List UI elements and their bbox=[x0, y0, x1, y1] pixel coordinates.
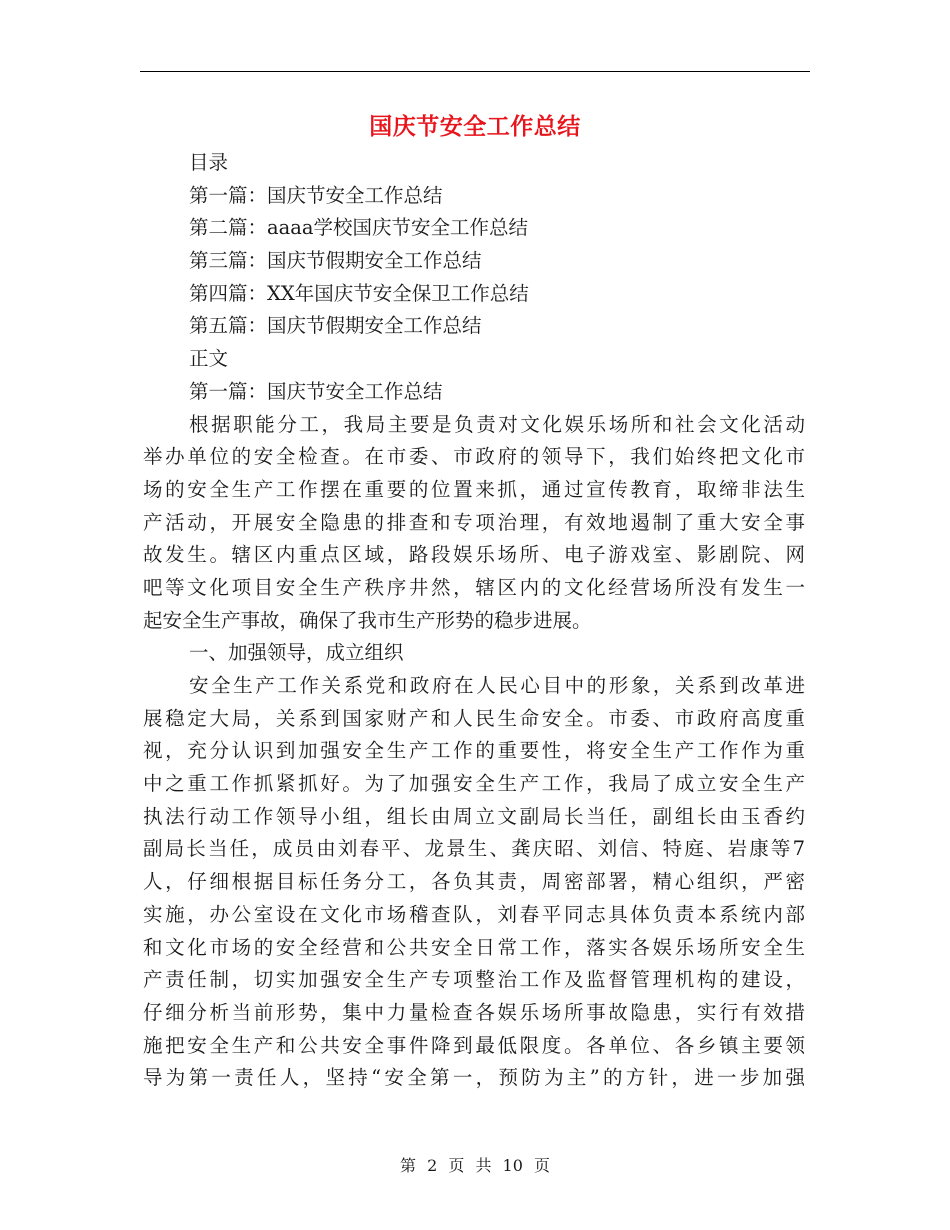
paragraph-line: 产责任制，切实加强安全生产专项整治工作及监督管理机构的建设， bbox=[143, 968, 805, 992]
paragraph-line: 视，充分认识到加强安全生产工作的重要性，将安全生产工作作为重 bbox=[143, 739, 805, 763]
paragraph-line: 吧等文化项目安全生产秩序井然，辖区内的文化经营场所没有发生一 bbox=[143, 575, 805, 599]
paragraph-line: 故发生。辖区内重点区域，路段娱乐场所、电子游戏室、影剧院、网 bbox=[143, 543, 805, 567]
paragraph-line: 和文化市场的安全经营和公共安全日常工作，落实各娱乐场所安全生 bbox=[143, 935, 805, 959]
paragraph-line: 导为第一责任人，坚持“安全第一，预防为主”的方针，进一步加强 bbox=[143, 1066, 805, 1090]
header-rule bbox=[140, 71, 810, 72]
document-title: 国庆节安全工作总结 bbox=[369, 113, 581, 140]
paragraph-line: 场的安全生产工作摆在重要的位置来抓，通过宣传教育，取缔非法生 bbox=[143, 477, 805, 501]
paragraph-line: 执法行动工作领导小组，组长由周立文副局长当任，副组长由玉香约 bbox=[143, 804, 805, 828]
paragraph-line: 人，仔细根据目标任务分工，各负其责，周密部署，精心组织，严密 bbox=[143, 870, 805, 894]
paragraph-line: 中之重工作抓紧抓好。为了加强安全生产工作，我局了成立安全生产 bbox=[143, 772, 805, 796]
paragraph-line: 起安全生产事故，确保了我市生产形势的稳步进展。 bbox=[143, 608, 592, 632]
toc-heading: 目录 bbox=[189, 151, 229, 174]
paragraph-line: 实施，办公室设在文化市场稽查队，刘春平同志具体负责本系统内部 bbox=[143, 902, 805, 926]
paragraph-line: 副局长当任，成员由刘春平、龙景生、龚庆昭、刘信、特庭、岩康等7 bbox=[143, 837, 805, 861]
body-heading: 正文 bbox=[189, 347, 229, 371]
paragraph-line: 安全生产工作关系党和政府在人民心目中的形象，关系到改革进 bbox=[189, 674, 805, 697]
toc-item: 第五篇：国庆节假期安全工作总结 bbox=[189, 314, 482, 338]
paragraph-line: 举办单位的安全检查。在市委、市政府的领导下，我们始终把文化市 bbox=[143, 445, 805, 469]
page-number: 第 2 页 共 10 页 bbox=[400, 1156, 550, 1175]
toc-item: 第四篇：XX年国庆节安全保卫工作总结 bbox=[189, 281, 529, 305]
paragraph-line: 仔细分析当前形势，集中力量检查各娱乐场所事故隐患，实行有效措 bbox=[143, 1000, 805, 1024]
paragraph-line: 根据职能分工，我局主要是负责对文化娱乐场所和社会文化活动 bbox=[189, 412, 805, 436]
paragraph-line: 产活动，开展安全隐患的排查和专项治理，有效地遏制了重大安全事 bbox=[143, 510, 805, 534]
article-title: 第一篇：国庆节安全工作总结 bbox=[189, 379, 443, 403]
document-body bbox=[143, 147, 805, 1095]
paragraph-line: 展稳定大局，关系到国家财产和人民生命安全。市委、市政府高度重 bbox=[143, 706, 805, 730]
section-heading: 一、加强领导，成立组织 bbox=[189, 641, 404, 665]
paragraph-line: 施把安全生产和公共安全事件降到最低限度。各单位、各乡镇主要领 bbox=[143, 1033, 805, 1057]
toc-item: 第一篇：国庆节安全工作总结 bbox=[189, 183, 443, 207]
toc-item: 第二篇：aaaa学校国庆节安全工作总结 bbox=[189, 216, 529, 240]
toc-item: 第三篇：国庆节假期安全工作总结 bbox=[189, 249, 482, 273]
